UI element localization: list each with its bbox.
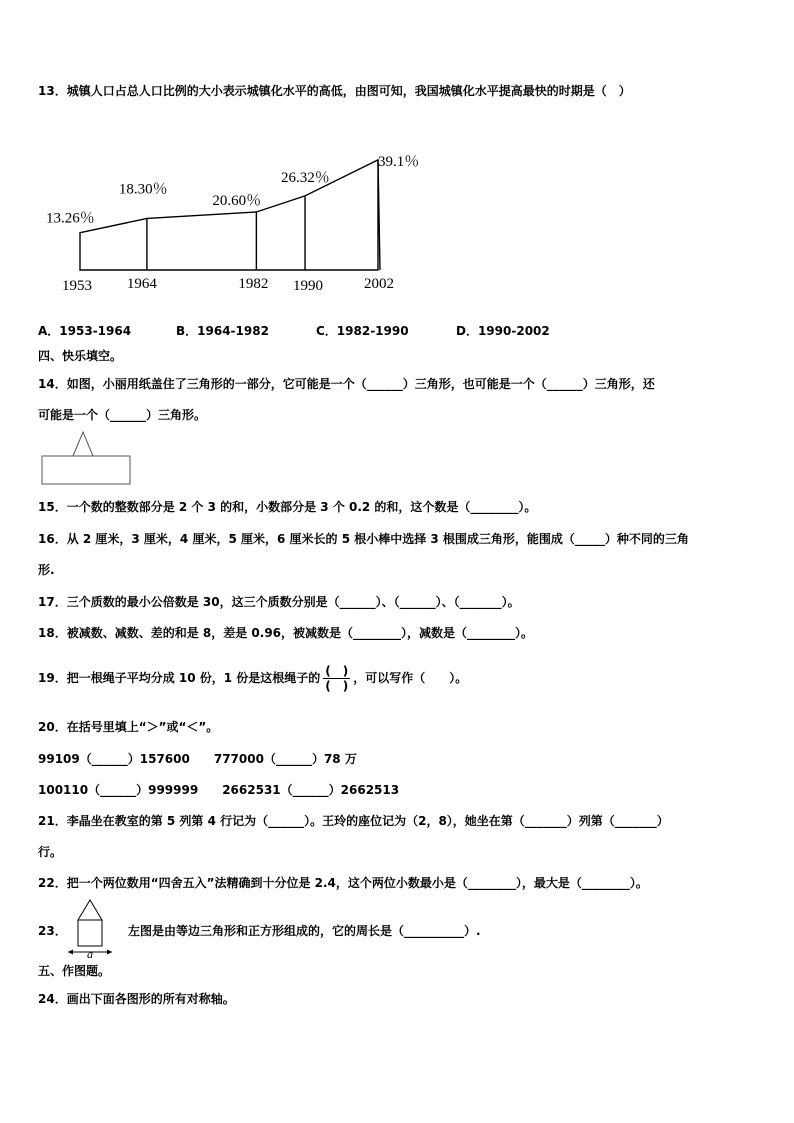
chart-x-label-1964: 1964 xyxy=(126,276,157,292)
q13-option-a[interactable]: A．1953-1964 xyxy=(38,324,132,338)
chart-area-outline xyxy=(80,160,378,270)
q19-fraction xyxy=(323,664,350,693)
q13-option-b[interactable]: B．1964-1982 xyxy=(176,324,269,338)
q14-line2: 可能是一个（______）三角形。 xyxy=(38,408,207,422)
chart-value-label-1990: 26.32％ xyxy=(281,169,330,186)
q23-number: 23． xyxy=(38,924,67,938)
house-shape-figure xyxy=(64,896,120,960)
q23-text: 左图是由等边三角形和正方形组成的，它的周长是（__________）. xyxy=(128,924,481,938)
q19-denominator: ( ) xyxy=(325,679,349,693)
section-5-heading: 五、作图题。 xyxy=(38,964,111,978)
q19-text-before: 19．把一根绳子平均分成 10 份，1 份是这根绳子的 xyxy=(38,671,321,685)
chart-value-label-1953: 13.26％ xyxy=(46,210,95,227)
chart-x-label-1990: 1990 xyxy=(293,278,324,294)
q20-row2: 100110（______）999999 2662531（______）2662513 xyxy=(38,783,400,797)
chart-value-label-1982: 20.60％ xyxy=(212,192,262,209)
chart-value-label-1964: 18.30％ xyxy=(118,181,168,198)
urbanization-chart xyxy=(38,128,438,298)
q20-row1: 99109（______）157600 777000（______）78 万 xyxy=(38,752,357,766)
q19-text-after: ，可以写作（ ）。 xyxy=(353,671,468,685)
chart-value-label-2002: 39.1％ xyxy=(378,153,420,170)
q13-option-c[interactable]: C．1982-1990 xyxy=(316,324,409,338)
q22-text: 22．把一个两位数用“四舍五入”法精确到十分位是 2.4，这个两位小数最小是（________），最大是（________）。 xyxy=(38,876,648,890)
square-shape xyxy=(78,920,102,946)
q16-line2: 形. xyxy=(38,563,55,577)
chart-x-label-2002: 2002 xyxy=(364,276,394,292)
chart-x-label-1982: 1982 xyxy=(238,276,269,292)
triangle-tip-shape xyxy=(73,432,93,456)
q19-line xyxy=(38,658,467,698)
section-4-heading: 四、快乐填空。 xyxy=(38,349,123,363)
arrow-right-icon xyxy=(107,950,112,955)
q21-line2: 行。 xyxy=(38,845,63,859)
q13-option-d[interactable]: D．1990-2002 xyxy=(456,324,550,338)
q13-text: 13．城镇人口占总人口比例的大小表示城镇化水平的高低，由图可知，我国城镇化水平提高最快的时期是（ ） xyxy=(38,84,631,98)
q21-line1: 21．李晶坐在教室的第 5 列第 4 行记为（______）。王玲的座位记为（2，8），她坐在第（_______）列第（_______） xyxy=(38,814,669,828)
q20-title: 20．在括号里填上“＞”或“＜”。 xyxy=(38,720,219,734)
q17-text: 17．三个质数的最小公倍数是 30，这三个质数分别是（______）、（______）、（_______）。 xyxy=(38,595,520,609)
side-label-a: a xyxy=(87,947,93,960)
chart-x-label-1953: 1953 xyxy=(62,278,92,294)
paper-cover-rect xyxy=(42,456,130,484)
q24-text: 24．画出下面各图形的所有对称轴。 xyxy=(38,992,235,1006)
q14-line1: 14．如图，小丽用纸盖住了三角形的一部分，它可能是一个（______）三角形，也可能是一个（______）三角形，还 xyxy=(38,377,655,391)
arrow-left-icon xyxy=(68,950,73,955)
covered-triangle-figure xyxy=(40,428,134,486)
q16-line1: 16．从 2 厘米，3 厘米，4 厘米，5 厘米，6 厘米长的 5 根小棒中选择 3 根围成三角形，能围成（_____）种不同的三角 xyxy=(38,532,689,546)
equilateral-triangle-shape xyxy=(78,900,102,920)
q15-text: 15．一个数的整数部分是 2 个 3 的和，小数部分是 3 个 0.2 的和，这个数是（________）。 xyxy=(38,500,537,514)
q18-text: 18．被减数、减数、差的和是 8，差是 0.96，被减数是（________），减数是（________）。 xyxy=(38,626,534,640)
q19-numerator: ( ) xyxy=(325,664,349,678)
